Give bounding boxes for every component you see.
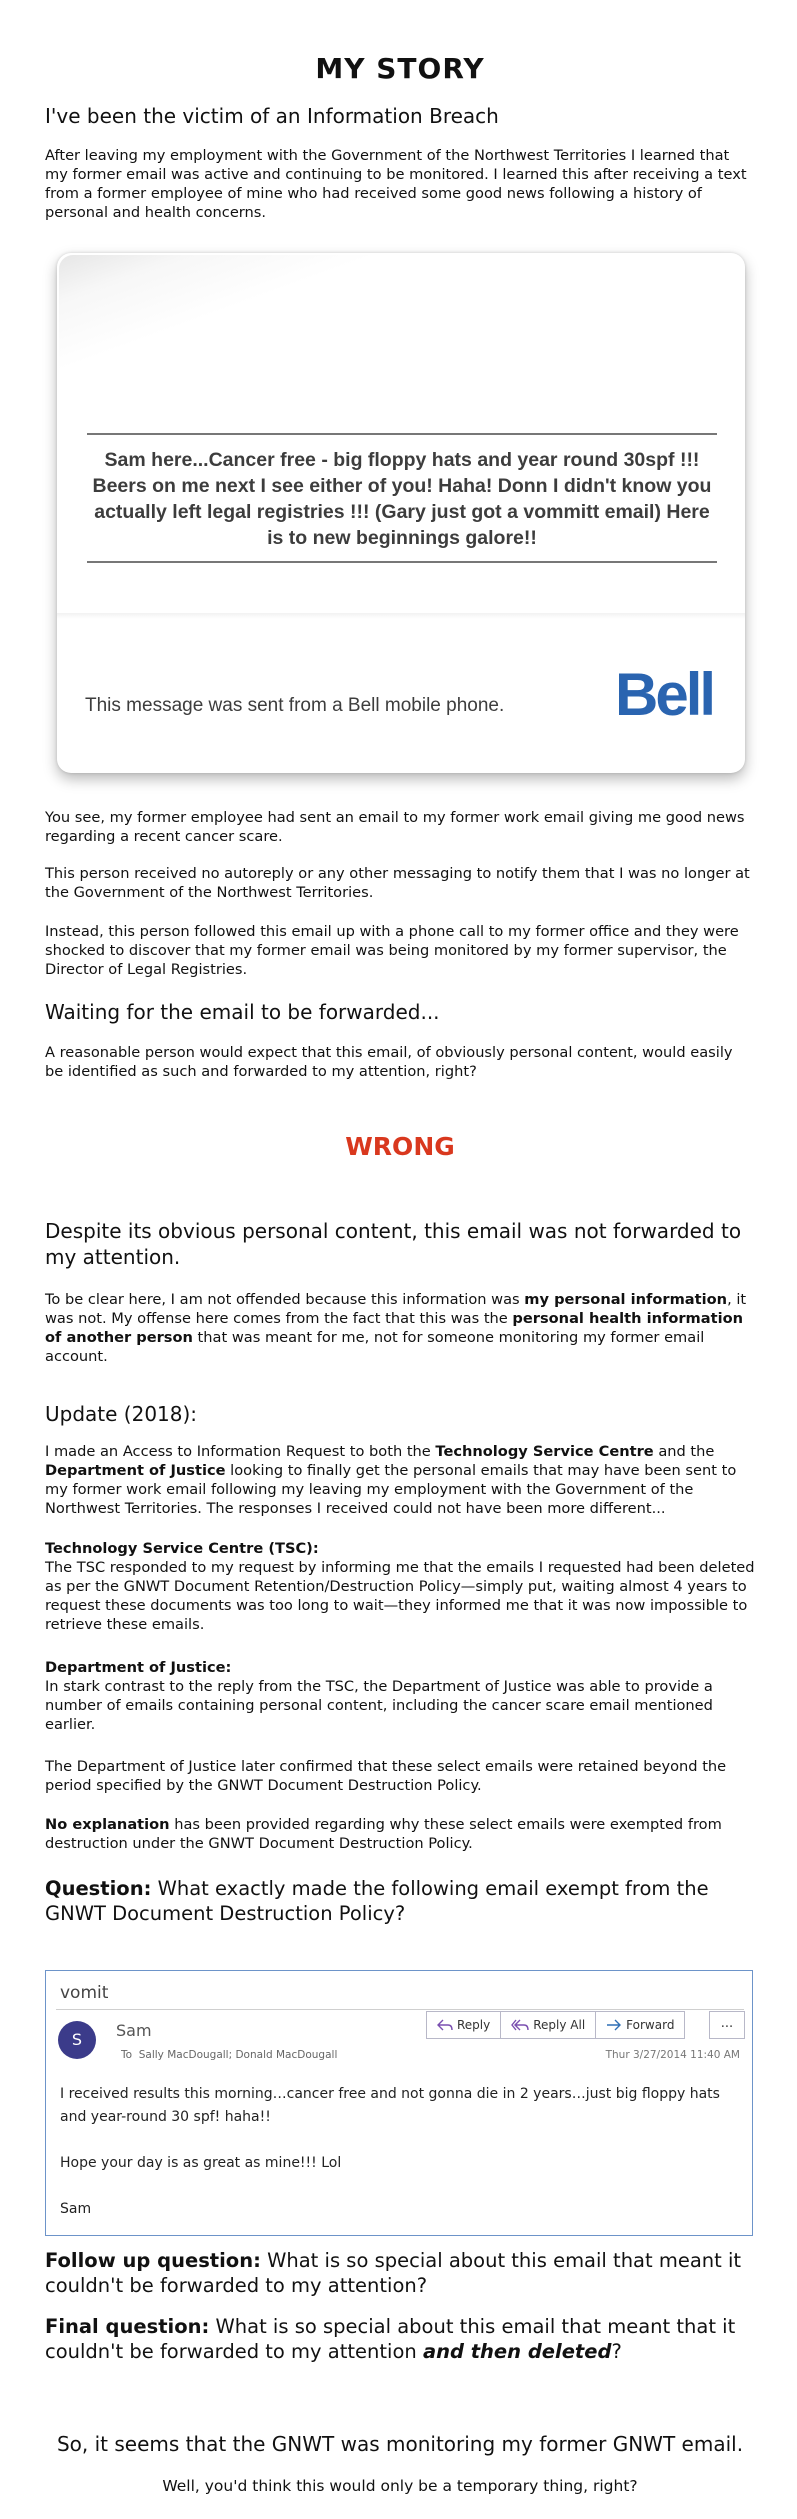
email-action-bar: [426, 2011, 685, 2039]
tsc-text: The TSC responded to my request by informing me that the emails I requested had been deleted as per the GNWT Document Retention/Destruction Policy—simply put, waiting almost 4 years to request these documents was too long to wait—they informed me that it was now impossible to retrieve these emails.: [45, 1559, 755, 1633]
doj-text: In stark contrast to the reply from the TSC, the Department of Justice was able to provide a number of emails containing personal content, including the cancer scare email mentioned earlier.: [45, 1678, 713, 1733]
page-curl-decoration: [59, 255, 439, 375]
reply-button[interactable]: Reply: [427, 2012, 501, 2038]
retained-paragraph: The Department of Justice later confirmed that these select emails were retained beyond the period specified by the GNWT Document Destruction Policy.: [45, 1758, 727, 1794]
final-question: Final question: What is so special about this email that meant that it couldn't be forwarded to my attention and then deleted?: [45, 2315, 736, 2363]
forward-button[interactable]: Forward: [596, 2012, 684, 2038]
wrong-heading: WRONG: [345, 1132, 455, 1161]
forward-icon: [606, 2019, 622, 2031]
tsc-section: [45, 1539, 755, 1634]
reply-all-button[interactable]: Reply All: [501, 2012, 596, 2038]
email-date: Thur 3/27/2014 11:40 AM: [605, 2049, 740, 2061]
closing-question: Well, you'd think this would only be a temporary thing, right?: [162, 2477, 638, 2495]
despite-heading: Despite its obvious personal content, this email was not forwarded to my attention.: [45, 1219, 742, 1269]
email-sender: Sam: [116, 2021, 152, 2040]
question-paragraph: Question: What exactly made the following email exempt from the GNWT Document Destruction Policy?: [45, 1877, 709, 1925]
doj-heading: Department of Justice:: [45, 1659, 232, 1676]
paragraph-no-autoreply: This person received no autoreply or any other messaging to notify them that I was no longer at the Government of the Northwest Territories.: [45, 865, 750, 901]
offended-paragraph: To be clear here, I am not offended because this information was my personal information, it was not. My offense here comes from the fact that this was the personal health information of another person that was meant for me, not for someone monitoring my former email account.: [45, 1291, 747, 1365]
email-recipients: To Sally MacDougall; Donald MacDougall: [121, 2049, 338, 2061]
bell-logo: Bell: [615, 661, 714, 728]
email-divider: [56, 2009, 744, 2010]
sender-avatar: S: [58, 2021, 96, 2059]
email-body-line: Hope your day is as great as mine!!! Lol: [60, 2155, 342, 2171]
follow-up-question: Follow up question: What is so special about this email that meant it couldn't be forwarded to my attention?: [45, 2249, 742, 2297]
email-body-line: I received results this morning…cancer free and not gonna die in 2 years…just big floppy hats and year-round 30 spf! haha!!: [60, 2086, 720, 2125]
tsc-heading: Technology Service Centre (TSC):: [45, 1540, 319, 1557]
email-subject: vomit: [60, 1983, 109, 2003]
email-screenshot: [45, 1970, 753, 2236]
bell-message-text: Sam here...Cancer free - big floppy hats and year round 30spf !!! Beers on me next I see either of you! Haha! Donn I didn't know you actually left legal registries !!! (Gary just got a vommitt email) Here is to new beginnings galore!!: [87, 433, 717, 563]
paragraph-phone-call: Instead, this person followed this email up with a phone call to my former office and they were shocked to discover that my former email was being monitored by my former supervisor, the Director of Legal Registries.: [45, 923, 739, 978]
email-body: [60, 2083, 740, 2221]
reply-icon: [437, 2019, 453, 2031]
paragraph-former-employee: You see, my former employee had sent an email to my former work email giving me good news regarding a recent cancer scare.: [45, 809, 745, 845]
no-explanation-paragraph: No explanation has been provided regarding why these select emails were exempted from destruction under the GNWT Document Destruction Policy.: [45, 1816, 722, 1852]
update-paragraph: I made an Access to Information Request to both the Technology Service Centre and the Department of Justice looking to finally get the personal emails that may have been sent to my former work email following my leaving my employment with the Government of the Northwest Territories. The responses I received could not have been more different...: [45, 1443, 737, 1517]
email-signature: Sam: [60, 2201, 92, 2217]
waiting-paragraph: A reasonable person would expect that this email, of obviously personal content, would easily be identified as such and forwarded to my attention, right?: [45, 1044, 733, 1080]
page-title: MY STORY: [315, 52, 485, 85]
bell-footer-text: This message was sent from a Bell mobile phone.: [85, 695, 505, 716]
waiting-heading: Waiting for the email to be forwarded...: [45, 1000, 440, 1024]
intro-heading: I've been the victim of an Information Breach: [45, 104, 499, 128]
intro-paragraph: After leaving my employment with the Government of the Northwest Territories I learned that my former email was active and continuing to be monitored. I learned this after receiving a text from a former employee of mine who had received some good news following a history of personal and health concerns.: [45, 147, 747, 221]
bell-message-card: [57, 253, 745, 773]
update-heading: Update (2018):: [45, 1402, 198, 1426]
reply-all-icon: [511, 2019, 529, 2031]
bell-divider: [57, 613, 745, 619]
more-options-button[interactable]: ...: [709, 2011, 745, 2039]
closing-statement: So, it seems that the GNWT was monitoring my former GNWT email.: [56, 2432, 744, 2456]
doj-section: [45, 1658, 755, 1734]
